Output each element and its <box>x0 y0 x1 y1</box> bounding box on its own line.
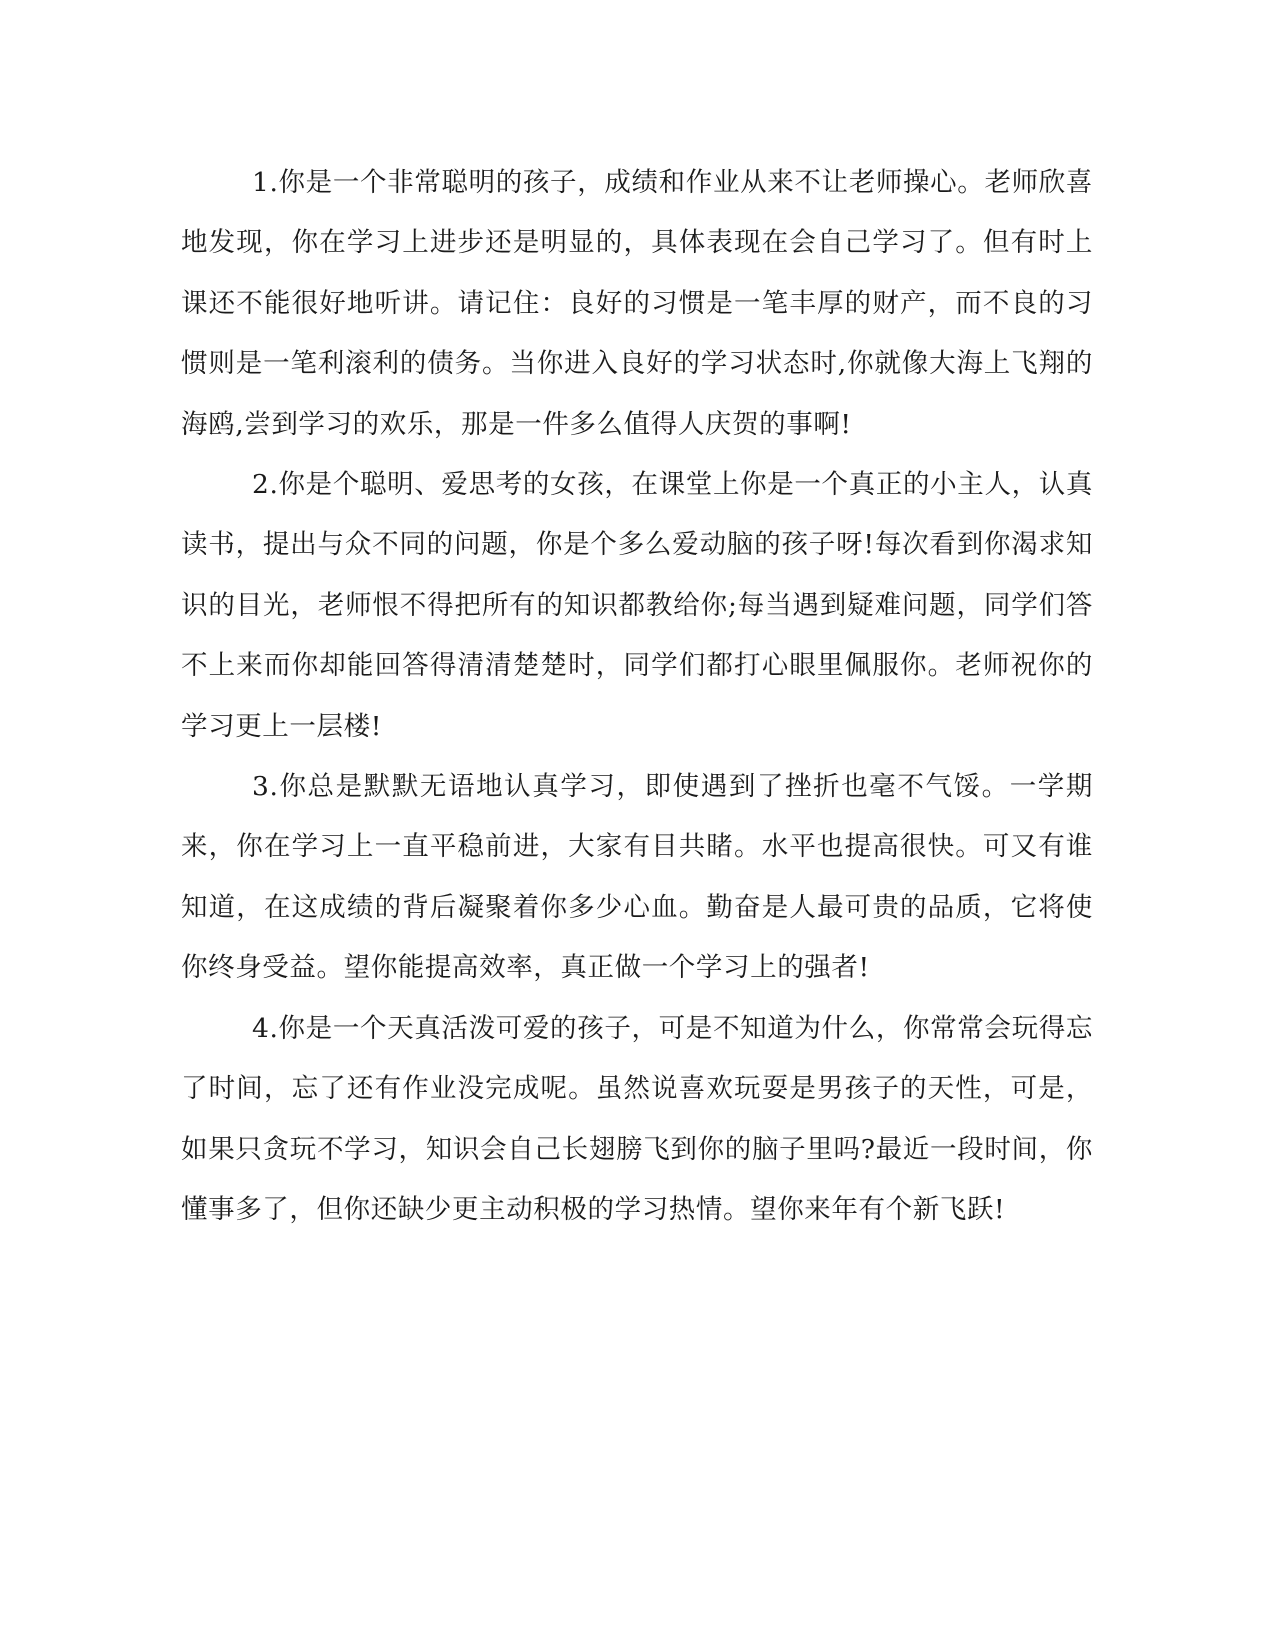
document-body <box>181 153 1093 1240</box>
paragraph-2: 2.你是个聪明、爱思考的女孩，在课堂上你是一个真正的小主人，认真读书，提出与众不同的问题，你是个多么爱动脑的孩子呀!每次看到你渴求知识的目光，老师恨不得把所有的知识都教给你;每当遇到疑难问题，同学们答不上来而你却能回答得清清楚楚时，同学们都打心眼里佩服你。老师祝你的学习更上一层楼! <box>181 469 1093 742</box>
paragraph-1: 1.你是一个非常聪明的孩子，成绩和作业从来不让老师操心。老师欣喜地发现，你在学习上进步还是明显的，具体表现在会自己学习了。但有时上课还不能很好地听讲。请记住：良好的习惯是一笔丰厚的财产，而不良的习惯则是一笔利滚利的债务。当你进入良好的学习状态时,你就像大海上飞翔的海鸥,尝到学习的欢乐，那是一件多么值得人庆贺的事啊! <box>181 167 1093 440</box>
paragraph-4: 4.你是一个天真活泼可爱的孩子，可是不知道为什么，你常常会玩得忘了时间，忘了还有作业没完成呢。虽然说喜欢玩耍是男孩子的天性，可是，如果只贪玩不学习，知识会自己长翅膀飞到你的脑子里吗?最近一段时间，你懂事多了，但你还缺少更主动积极的学习热情。望你来年有个新飞跃! <box>181 1012 1093 1225</box>
paragraph-3: 3.你总是默默无语地认真学习，即使遇到了挫折也毫不气馁。一学期来，你在学习上一直平稳前进，大家有目共睹。水平也提高很快。可又有谁知道，在这成绩的背后凝聚着你多少心血。勤奋是人最可贵的品质，它将使你终身受益。望你能提高效率，真正做一个学习上的强者! <box>181 771 1093 984</box>
